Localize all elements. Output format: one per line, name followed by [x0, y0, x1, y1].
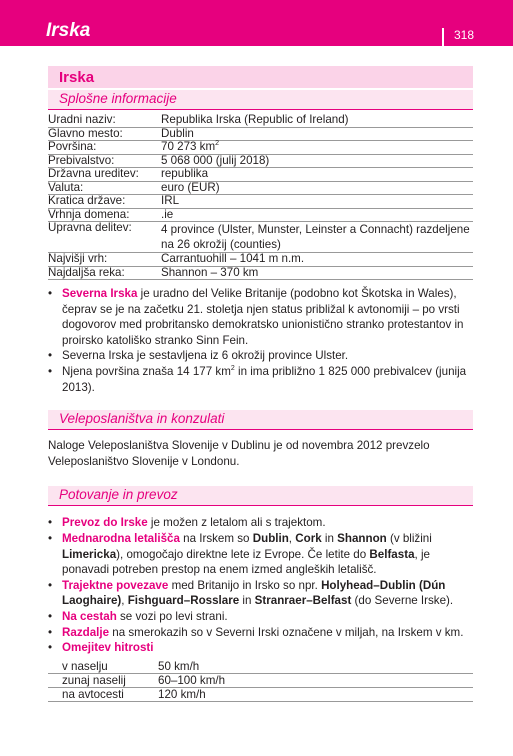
travel-heading: Potovanje in prevoz — [59, 487, 178, 503]
fact-row — [48, 266, 473, 280]
bullet-text: na smerokazih so v Severni Irski označene v miljah, na Irskem v km. — [109, 625, 464, 639]
bullet-text: , — [121, 594, 128, 608]
fact-row — [48, 154, 473, 168]
table-row — [48, 673, 473, 687]
ferry-route: Holyhead–Dublin (Dún Laoghaire) — [62, 578, 446, 608]
highlight-term: Trajektne povezave — [62, 578, 169, 592]
bullet-icon: • — [48, 609, 53, 623]
bullet-text: na Irskem so — [179, 531, 253, 545]
bullet-text: in — [321, 531, 338, 545]
fact-value: Shannon – 370 km — [161, 266, 473, 280]
bullet-icon: • — [48, 578, 53, 592]
list-item — [48, 578, 473, 609]
bullet-text: je uradno del Velike Britanije (podobno kot Škotska in Wales), čeprav se je na začetku 21. stoletja njen status približal k avtonomiji – po vrsti dogovorov med probritansko demokratsko unionistično stranko protestantov in proirsko katoliško stranko Sinn Fein. — [62, 287, 464, 347]
speed-label: na avtocesti — [48, 688, 158, 702]
fact-label: Uradni naziv: — [48, 114, 161, 127]
bullet-text: je možen z letalom ali s trajektom. — [147, 516, 326, 530]
fact-row — [48, 208, 473, 222]
fact-value: euro (EUR) — [161, 181, 473, 195]
bullet-text: med Britanijo in Irsko so npr. — [168, 578, 322, 592]
area-unit-sup: 2 — [230, 365, 235, 373]
place-name: Shannon — [337, 531, 387, 545]
fact-label: Kratica države: — [48, 195, 161, 209]
bullet-text: , je ponavadi potreben prestop na enem izmed angleških letališč. — [62, 547, 430, 577]
fact-row — [48, 141, 473, 155]
bullet-text: (do Severne Irske). — [351, 594, 454, 608]
fact-value: Dublin — [161, 127, 473, 141]
place-name: Dublin — [252, 531, 289, 545]
fact-label: Površina: — [48, 141, 161, 155]
general-info-heading: Splošne informacije — [59, 91, 177, 106]
fact-label: Vrhnja domena: — [48, 208, 161, 222]
highlight-term: Na cestah — [62, 609, 117, 623]
fact-value: Carrantuohill – 1041 m n.m. — [161, 253, 473, 267]
place-name: Limericka — [62, 547, 117, 561]
list-item — [48, 286, 473, 348]
general-info-band — [48, 90, 473, 110]
facts-table — [48, 114, 473, 280]
bullet-text: , — [288, 531, 296, 545]
fact-label: Valuta: — [48, 181, 161, 195]
bullet-icon: • — [48, 531, 53, 545]
place-name: Cork — [295, 531, 322, 545]
list-item — [48, 625, 473, 641]
bullet-text: se vozi po levi strani. — [116, 609, 228, 623]
bullet-text: (v bližini — [386, 531, 432, 545]
fact-row — [48, 222, 473, 253]
place-name: Belfasta — [369, 547, 415, 561]
bullet-text: Njena površina znaša 14 177 km — [62, 364, 231, 378]
embassies-text: Naloge Veleposlaništva Slovenije v Dublinu je od novembra 2012 prevzelo Veleposlaništvo Slovenije v Londonu. — [48, 439, 430, 468]
highlight-term: Severna Irska — [62, 287, 138, 300]
fact-label: Prebivalstvo: — [48, 154, 161, 168]
list-item — [48, 531, 473, 578]
highlight-term: Prevoz do Irske — [62, 516, 148, 530]
page-title: Irska — [46, 20, 91, 41]
fact-value: 5 068 000 (julij 2018) — [161, 154, 473, 168]
bullet-text: ), omogočajo direktne lete iz Evrope. Če letite do — [116, 547, 370, 561]
speed-value: 120 km/h — [158, 688, 473, 702]
header-bar — [0, 0, 513, 46]
fact-row — [48, 127, 473, 141]
fact-label: Državna ureditev: — [48, 168, 161, 182]
list-item — [48, 609, 473, 625]
country-heading-band — [48, 66, 473, 88]
fact-value: .ie — [161, 208, 473, 222]
bullet-icon: • — [48, 516, 53, 530]
fact-row — [48, 253, 473, 267]
bullet-icon: • — [48, 349, 53, 363]
table-row — [48, 688, 473, 702]
bullet-icon: • — [48, 641, 53, 655]
country-heading: Irska — [59, 69, 95, 86]
fact-value: republika — [161, 168, 473, 182]
fact-value: Republika Irska (Republic of Ireland) — [161, 114, 473, 127]
bullet-icon: • — [48, 625, 53, 639]
highlight-term: Razdalje — [62, 625, 110, 639]
ferry-route: Stranraer–Belfast — [254, 594, 352, 608]
fact-row — [48, 114, 473, 127]
fact-row — [48, 195, 473, 209]
fact-value: 4 province (Ulster, Munster, Leinster a Connacht) razdeljene na 26 okrožij (counties) — [161, 222, 473, 253]
fact-label: Najdaljša reka: — [48, 266, 161, 280]
fact-row — [48, 168, 473, 182]
travel-bullets — [48, 515, 473, 655]
list-item — [48, 640, 473, 656]
embassies-band — [48, 410, 473, 430]
page-number: 318 — [454, 28, 475, 42]
ferry-route: Fishguard–Rosslare — [127, 594, 240, 608]
travel-band — [48, 486, 473, 506]
area-value: 70 273 km — [161, 140, 216, 153]
speed-limit-table — [48, 660, 473, 703]
table-row — [48, 660, 473, 674]
area-unit-sup: 2 — [215, 140, 220, 148]
fact-label: Najvišji vrh: — [48, 253, 161, 267]
page-content — [48, 66, 473, 702]
speed-value: 50 km/h — [158, 660, 473, 674]
speed-value: 60–100 km/h — [158, 673, 473, 687]
embassies-heading: Veleposlaništva in konzulati — [59, 411, 225, 427]
highlight-term: Mednarodna letališča — [62, 531, 180, 545]
fact-label: Upravna delitev: — [48, 222, 161, 253]
bullet-icon: • — [48, 287, 53, 300]
list-item — [48, 515, 473, 531]
speed-label: zunaj naselij — [48, 673, 158, 687]
speed-label: v naselju — [48, 660, 158, 674]
highlight-term: Omejitev hitrosti — [62, 641, 154, 655]
header-divider — [442, 28, 444, 46]
bullet-text: Severna Irska je sestavljena iz 6 okrožij province Ulster. — [62, 349, 349, 363]
fact-value-area — [161, 141, 473, 155]
fact-value: IRL — [161, 195, 473, 209]
fact-row — [48, 181, 473, 195]
bullet-text: in ima približno 1 825 000 prebivalcev (junija 2013). — [62, 364, 467, 394]
bullet-icon: • — [48, 364, 53, 378]
country-bullets — [48, 286, 473, 395]
list-item — [48, 364, 473, 395]
list-item — [48, 348, 473, 364]
bullet-text: in — [239, 594, 255, 608]
fact-label: Glavno mesto: — [48, 127, 161, 141]
